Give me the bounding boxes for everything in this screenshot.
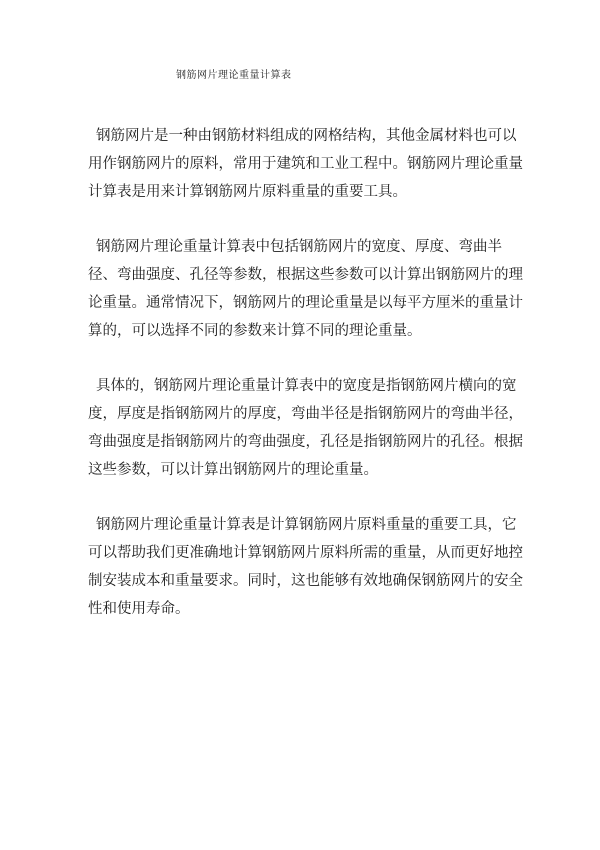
paragraph-details: 具体的，钢筋网片理论重量计算表中的宽度是指钢筋网片横向的宽度，厚度是指钢筋网片的厚度，弯曲半径是指钢筋网片的弯曲半径，弯曲强度是指钢筋网片的弯曲强度，孔径是指钢筋网片的孔径。根据这些参数，可以计算出钢筋网片的理论重量。 (88, 378, 523, 478)
document-title: 钢筋网片理论重量计算表 (176, 70, 292, 81)
paragraph-conclusion: 钢筋网片理论重量计算表是计算钢筋网片原料重量的重要工具，它可以帮助我们更准确地计算钢筋网片原料所需的重量，从而更好地控制安装成本和重量要求。同时，这也能够有效地确保钢筋网片的安全性和使用寿命。 (88, 517, 523, 617)
paragraph-parameters: 钢筋网片理论重量计算表中包括钢筋网片的宽度、厚度、弯曲半径、弯曲强度、孔径等参数，根据这些参数可以计算出钢筋网片的理论重量。通常情况下，钢筋网片的理论重量是以每平方厘米的重量计算的，可以选择不同的参数来计算不同的理论重量。 (88, 239, 523, 339)
paragraph-intro: 钢筋网片是一种由钢筋材料组成的网格结构，其他金属材料也可以用作钢筋网片的原料，常用于建筑和工业工程中。钢筋网片理论重量计算表是用来计算钢筋网片原料重量的重要工具。 (88, 128, 523, 200)
